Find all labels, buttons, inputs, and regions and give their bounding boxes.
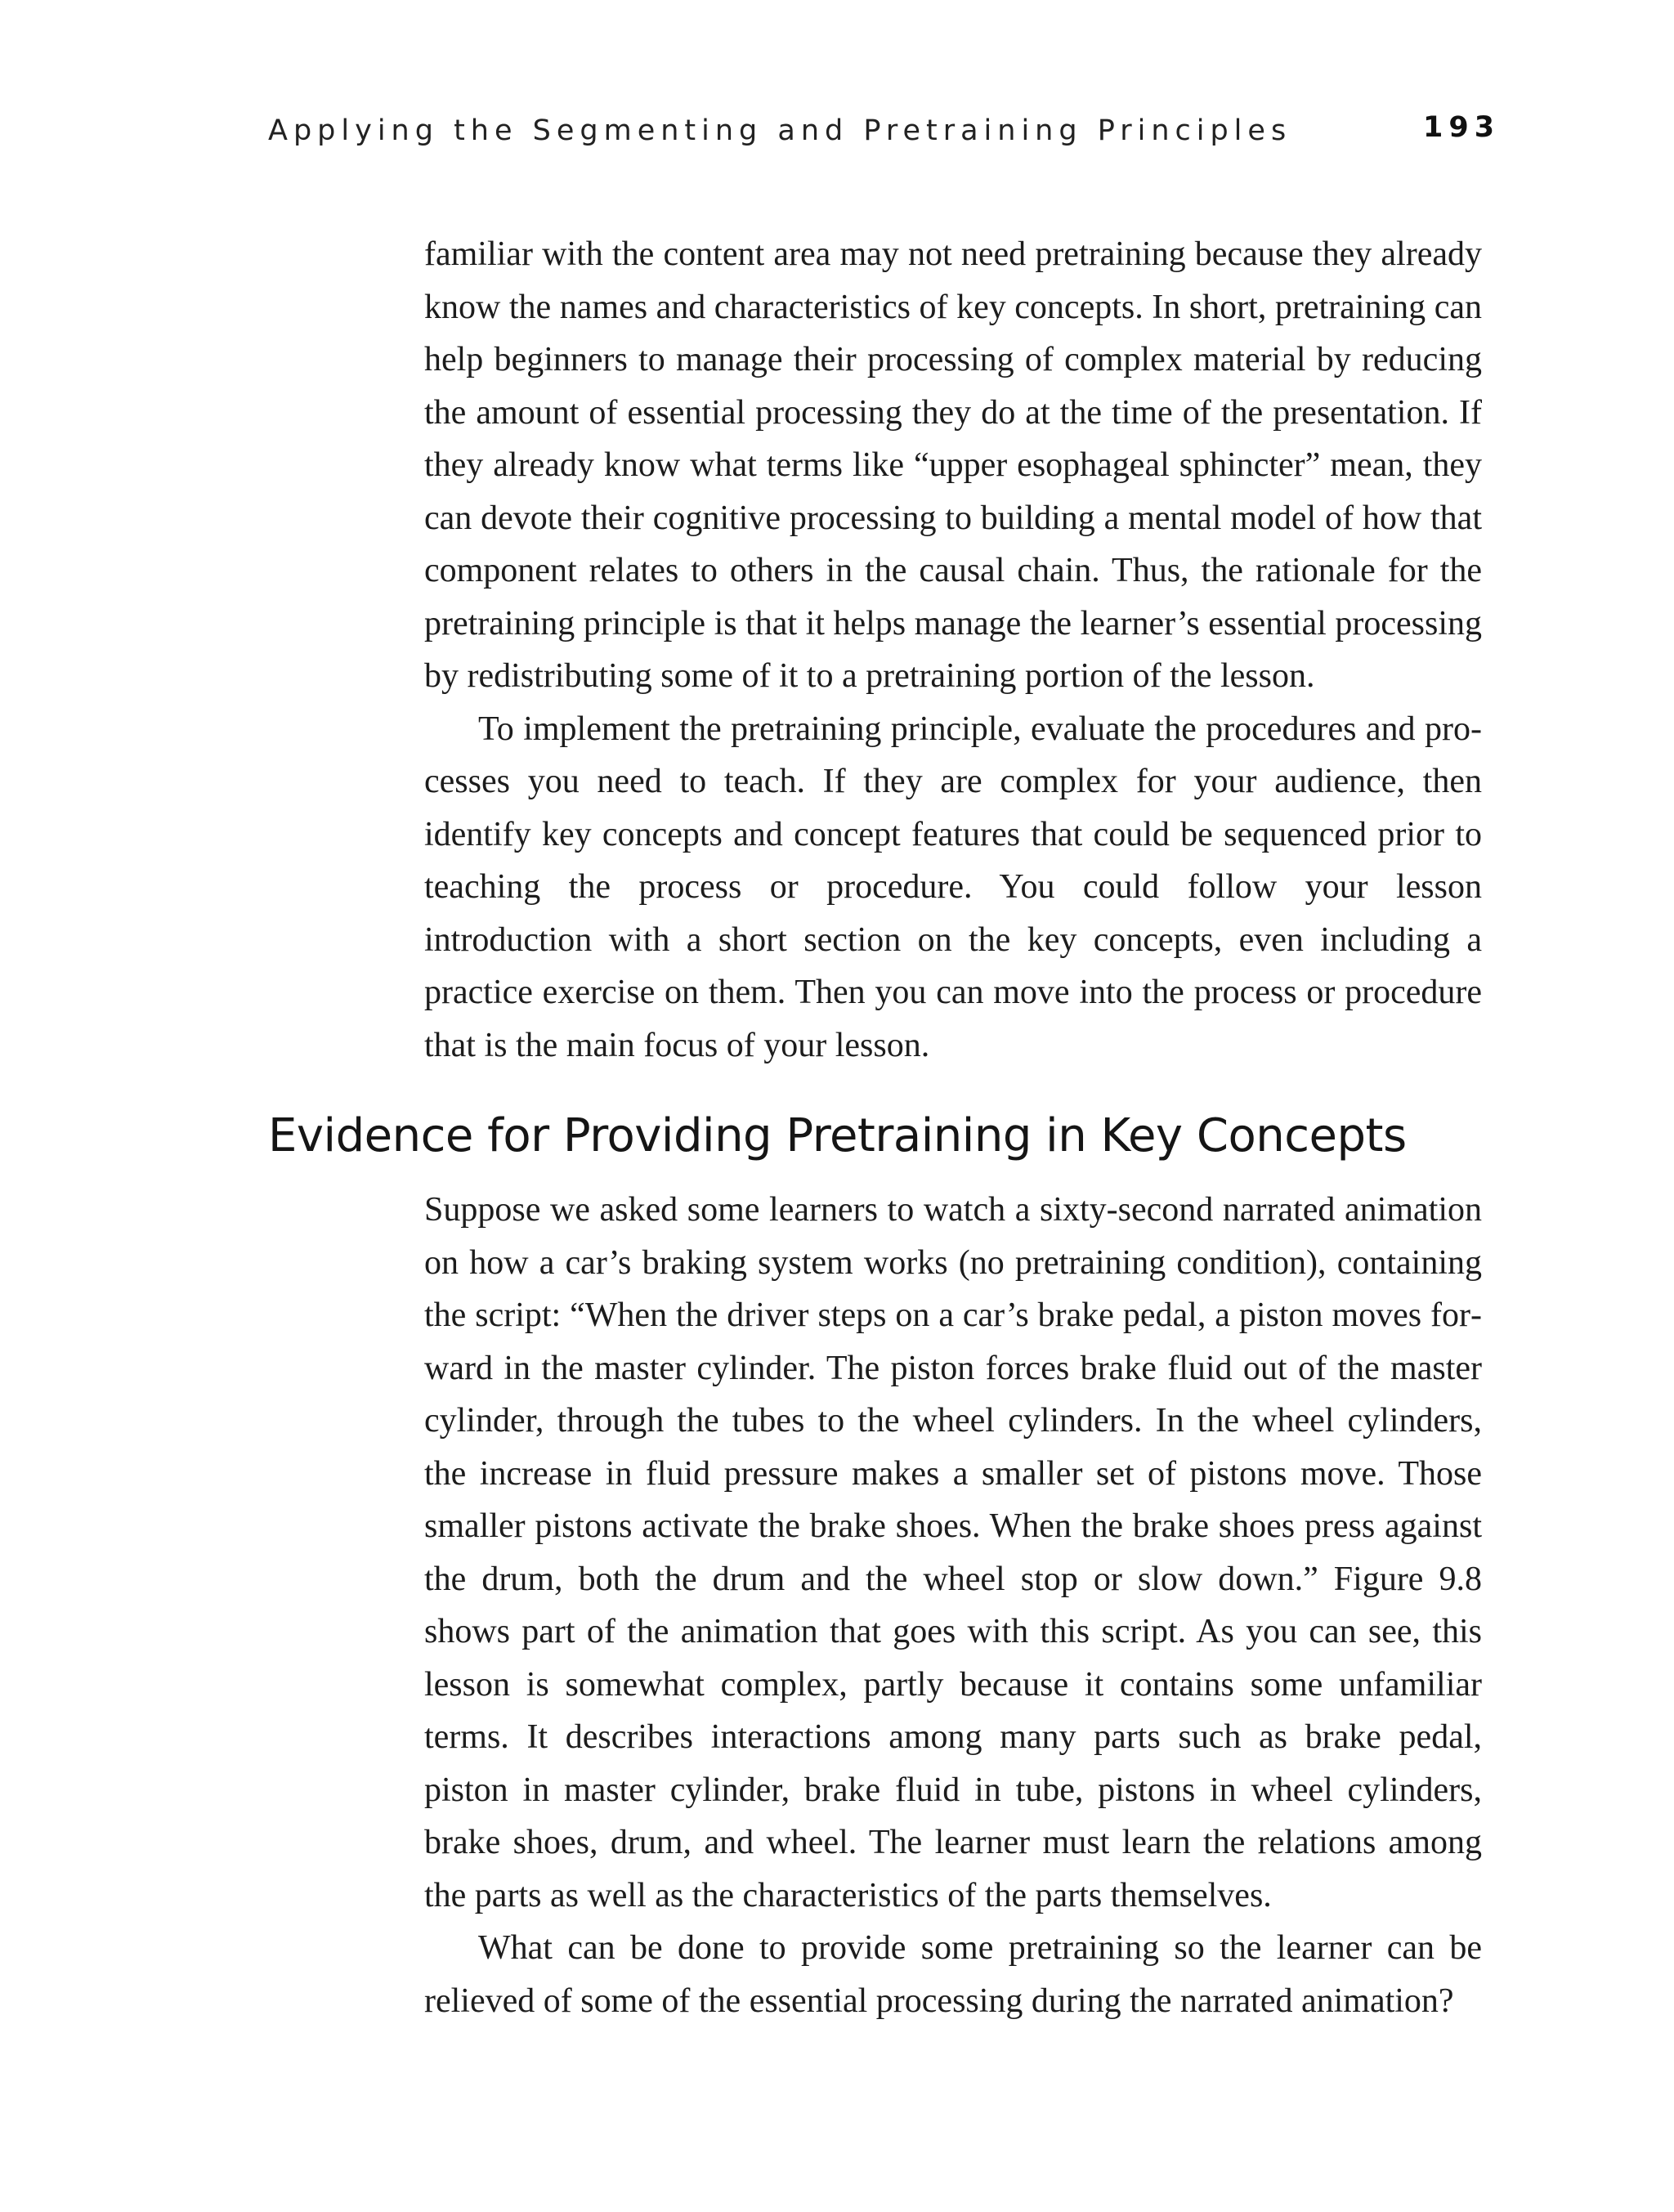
running-head-title: Applying the Segmenting and Pretraining Principles [268, 114, 1292, 147]
paragraph: familiar with the content area may not need pretraining because they already know the names and characteristics of key concepts. In short, pretraining can help beginners to manage their processing of complex material by reducing the amount of essential processing they do at the time of the presentation. If they already know what terms like “upper esophageal sphincter” mean, they can devote their cognitive processing to building a mental model of how that component relates to others in the causal chain. Thus, the rationale for the pretraining principle is that it helps manage the learner’s essential processing by redistributing some of it to a pretraining portion of the lesson. [424, 235, 1482, 695]
paragraph: What can be done to provide some pretraining so the learner can be relieved of some of the essential processing during the narrated animation? [424, 1929, 1482, 2020]
paragraph: Suppose we asked some learners to watch a sixty-second narrated animation on how a car’s braking system works (no pretraining condition), containing the script: “When the driver steps on a car’s brake pedal, a piston moves forward in the master cylinder. The piston forces brake fluid out of the master cylinder, through the tubes to the wheel cylinders. In the wheel cylinders, the increase in fluid pressure makes a smaller set of pistons move. Those smaller pistons activate the brake shoes. When the brake shoes press against the drum, both the drum and the wheel stop or slow down.” Figure 9.8 shows part of the animation that goes with this script. As you can see, this lesson is somewhat complex, partly because it contains some unfamiliar terms. It describes interactions among many parts such as brake pedal, piston in master cylinder, brake fluid in tube, pistons in wheel cylinders, brake shoes, drum, and wheel. The learner must learn the relations among the parts as well as the characteristics of the parts themselves. [424, 1191, 1482, 1914]
section-2-body [424, 1184, 1482, 2027]
page-number: 193 [1423, 111, 1501, 144]
section-1-body [424, 228, 1482, 1072]
paragraph: To implement the pretraining principle, evaluate the procedures and processes you need to teach. If they are complex for your audience, then identify key concepts and concept features that could be sequenced prior to teaching the process or procedure. You could follow your lesson introduction with a short section on the key concepts, even including a practice exercise on them. Then you can move into the process or procedure that is the main focus of your lesson. [424, 710, 1482, 1064]
section-heading: Evidence for Providing Pretraining in Key Concepts [268, 1109, 1407, 1162]
